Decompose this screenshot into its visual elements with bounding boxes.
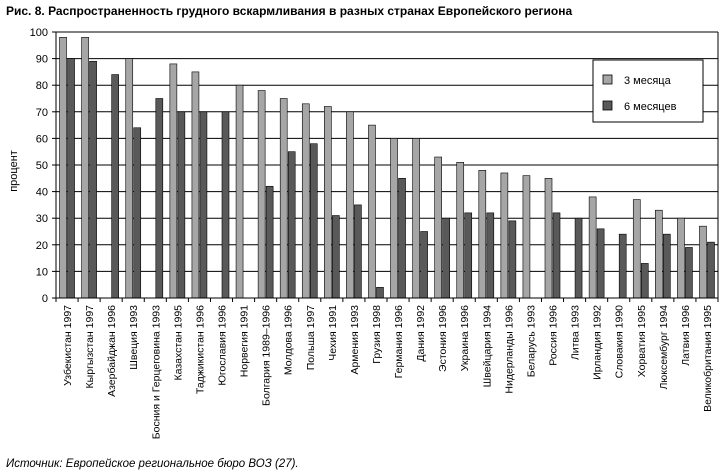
bar-6-months bbox=[553, 213, 560, 298]
y-tick-label: 70 bbox=[35, 106, 48, 119]
bar-6-months bbox=[399, 178, 406, 298]
x-category-label: Россия 1996 bbox=[547, 305, 560, 366]
bar-3-months bbox=[589, 197, 596, 298]
bar-3-months bbox=[324, 106, 331, 298]
y-tick-label: 20 bbox=[35, 239, 48, 252]
bar-3-months bbox=[699, 226, 706, 298]
bar-6-months bbox=[465, 213, 472, 298]
bar-6-months bbox=[641, 263, 648, 298]
x-category-label: Швеция 1993 bbox=[128, 305, 141, 370]
source-note: Источник: Европейское региональное бюро ВОЗ (27). bbox=[6, 458, 299, 470]
x-category-label: Польша 1997 bbox=[304, 305, 317, 371]
bar-6-months bbox=[663, 234, 670, 298]
bar-3-months bbox=[479, 170, 486, 298]
x-category-label: Нидерланды 1996 bbox=[503, 305, 516, 394]
bar-6-months bbox=[134, 128, 141, 298]
x-category-label: Югославия 1996 bbox=[216, 305, 229, 386]
bar-6-months bbox=[421, 232, 428, 299]
bar-3-months bbox=[236, 85, 243, 298]
bar-6-months bbox=[376, 287, 383, 298]
bar-6-months bbox=[156, 99, 163, 299]
x-category-label: Молдова 1996 bbox=[282, 305, 295, 376]
y-tick-label: 0 bbox=[41, 293, 48, 305]
bar-3-months bbox=[655, 210, 662, 298]
bar-3-months bbox=[545, 178, 552, 298]
bar-3-months bbox=[126, 59, 133, 298]
x-category-label: Чехия 1991 bbox=[326, 305, 339, 361]
bar-6-months bbox=[487, 213, 494, 298]
bar-6-months bbox=[90, 61, 97, 298]
x-category-label: Армения 1993 bbox=[348, 305, 361, 375]
x-category-label: Швейцария 1994 bbox=[481, 305, 494, 388]
bar-3-months bbox=[523, 176, 530, 298]
x-category-label: Босния и Герцеговина 1993 bbox=[150, 305, 163, 440]
x-category-label: Болгария 1989–1996 bbox=[260, 305, 273, 406]
y-tick-label: 30 bbox=[35, 213, 48, 226]
x-category-label: Эстония 1996 bbox=[437, 305, 450, 372]
x-category-label: Ирландия 1992 bbox=[591, 305, 604, 380]
bar-3-months bbox=[413, 138, 420, 298]
y-tick-label: 80 bbox=[35, 80, 48, 93]
y-tick-labels bbox=[30, 27, 48, 305]
y-tick-label: 100 bbox=[29, 27, 48, 39]
bar-3-months bbox=[346, 112, 353, 298]
x-category-label: Германия 1996 bbox=[393, 305, 406, 379]
y-tick-label: 10 bbox=[35, 266, 48, 279]
bar-3-months bbox=[368, 125, 375, 298]
bar-6-months bbox=[619, 234, 626, 298]
legend-swatch-3-months bbox=[603, 75, 612, 84]
bar-3-months bbox=[280, 99, 287, 299]
bar-3-months bbox=[391, 138, 398, 298]
bar-6-months bbox=[575, 218, 582, 298]
bar-3-months bbox=[501, 173, 508, 298]
bar-3-months bbox=[677, 218, 684, 298]
y-tick-label: 50 bbox=[35, 160, 48, 172]
x-category-label: Люксембург 1994 bbox=[657, 305, 670, 390]
chart-title: Рис. 8. Распространенность грудного вскармливания в разных странах Европейского региона bbox=[6, 4, 573, 18]
legend-label-6-months: 6 месяцев bbox=[624, 101, 677, 113]
bar-3-months bbox=[192, 72, 199, 298]
bar-6-months bbox=[443, 218, 450, 298]
x-category-label: Грузия 1998 bbox=[370, 305, 383, 364]
x-category-label: Великобритания 1995 bbox=[701, 305, 714, 412]
x-category-label: Норвегия 1991 bbox=[238, 305, 251, 378]
bar-3-months bbox=[170, 64, 177, 298]
x-category-label: Беларусь 1993 bbox=[525, 305, 538, 378]
bar-6-months bbox=[332, 216, 339, 298]
bar-3-months bbox=[457, 162, 464, 298]
bar-3-months bbox=[633, 200, 640, 298]
x-category-label: Хорватия 1995 bbox=[635, 305, 648, 378]
bar-3-months bbox=[258, 91, 265, 298]
bar-6-months bbox=[68, 59, 75, 298]
x-category-label: Латвия 1996 bbox=[679, 305, 692, 366]
bar-6-months bbox=[310, 144, 317, 298]
bar-6-months bbox=[597, 229, 604, 298]
bar-6-months bbox=[288, 152, 295, 298]
y-tick-label: 40 bbox=[35, 186, 48, 199]
x-category-label: Азербайджан 1996 bbox=[106, 305, 119, 397]
bar-6-months bbox=[266, 186, 273, 298]
legend bbox=[593, 60, 703, 122]
legend-label-3-months: 3 месяца bbox=[624, 75, 671, 87]
y-tick-label: 60 bbox=[35, 133, 48, 146]
bar-3-months bbox=[82, 37, 89, 298]
y-axis-label: процент bbox=[8, 150, 20, 192]
y-tick-label: 90 bbox=[35, 53, 48, 66]
x-category-label: Таджикистан 1996 bbox=[194, 305, 207, 395]
bar-6-months bbox=[354, 205, 361, 298]
bar-6-months bbox=[222, 112, 229, 298]
bar-6-months bbox=[200, 112, 207, 298]
bar-6-months bbox=[707, 242, 714, 298]
x-category-label: Узбекистан 1997 bbox=[62, 305, 75, 386]
x-category-label: Украина 1996 bbox=[459, 305, 472, 372]
bar-3-months bbox=[302, 104, 309, 298]
x-tick-labels bbox=[62, 305, 714, 439]
x-category-label: Кыргызстан 1997 bbox=[84, 305, 97, 389]
bar-3-months bbox=[60, 37, 67, 298]
x-category-label: Литва 1993 bbox=[569, 305, 582, 361]
bar-6-months bbox=[112, 75, 119, 298]
x-category-label: Словакия 1990 bbox=[613, 305, 626, 379]
x-category-label: Дания 1992 bbox=[415, 305, 428, 362]
bar-6-months bbox=[178, 112, 185, 298]
bar-6-months bbox=[509, 221, 516, 298]
x-category-label: Казахстан 1995 bbox=[172, 305, 185, 381]
legend-swatch-6-months bbox=[603, 101, 612, 110]
bar-6-months bbox=[685, 247, 692, 298]
bar-3-months bbox=[435, 157, 442, 298]
